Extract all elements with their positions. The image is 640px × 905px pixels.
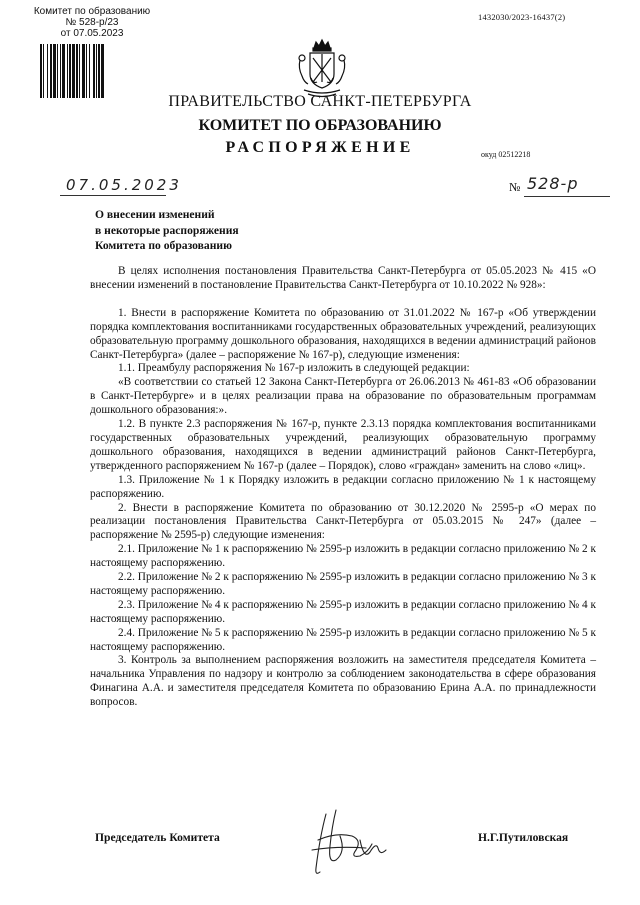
- number-label: №: [509, 180, 521, 194]
- barcode-bar: [93, 44, 95, 98]
- barcode-bar: [67, 44, 68, 98]
- clause-paragraph: 1.1. Преамбулу распоряжения № 167-р изложить в следующей редакции:: [118, 362, 470, 375]
- clause-paragraph: 2.2. Приложение № 2 к распоряжению № 2595-р изложить в редакции согласно приложению № 3 к настоящему распоряжению.: [90, 571, 596, 597]
- document-reference: 1432030/2023-16437(2): [478, 12, 566, 22]
- clause-paragraph: 1.2. В пункте 2.3 распоряжения № 167-р, пункте 2.3.13 порядка комплектования воспитанниками государственных образовательных учреждений, реализующих образовательную программу дошкольного образования, находящихся в ведении администраций районов Санкт-Петербурга, утвержденного распоряжением № 167-р (далее – Порядок), слово «граждан» заменить на слово «лиц».: [90, 418, 596, 472]
- preamble-paragraph: В целях исполнения постановления Правительства Санкт-Петербурга от 05.05.2023 № 415 «О внесении изменений в постановление Правительства Санкт-Петербурга от 10.10.2022 № 928»:: [90, 265, 596, 291]
- stamp-line-org: Комитет по образованию: [33, 6, 151, 17]
- coat-of-arms-emblem: [294, 38, 350, 100]
- barcode-bar: [69, 44, 71, 98]
- document-subject: [95, 207, 239, 254]
- barcode-bar: [89, 44, 90, 98]
- registration-stamp: [32, 6, 152, 39]
- subject-line: О внесении изменений: [95, 208, 215, 221]
- barcode-bar: [57, 44, 58, 98]
- subject-line: в некоторые распоряжения: [95, 223, 239, 237]
- signatory-title: Председатель Комитета: [95, 831, 220, 844]
- barcode: [40, 44, 136, 98]
- handwritten-signature: [306, 806, 396, 884]
- barcode-bar: [101, 44, 104, 98]
- okud-code: окуд 02512218: [481, 150, 531, 159]
- number-underline: [524, 196, 610, 197]
- barcode-bar: [47, 44, 48, 98]
- barcode-bar: [50, 44, 52, 98]
- clause-paragraph: 2.3. Приложение № 4 к распоряжению № 2595-р изложить в редакции согласно приложению № 4 к настоящему распоряжению.: [90, 598, 596, 625]
- date-underline: [60, 195, 166, 196]
- barcode-bar: [96, 44, 97, 98]
- government-heading: ПРАВИТЕЛЬСТВО САНКТ-ПЕТЕРБУРГА: [168, 93, 472, 110]
- barcode-bar: [79, 44, 80, 98]
- clause-paragraph: «В соответствии со статьей 12 Закона Санкт-Петербурга от 26.06.2013 № 461-83 «Об образовании в Санкт-Петербурге» и в целях реализации права на образование по образовательным программам дошкольного образования:».: [90, 376, 596, 417]
- stamp-line-number: № 528-р/23: [65, 17, 119, 28]
- document-type-heading: РАСПОРЯЖЕНИЕ: [225, 139, 415, 156]
- barcode-bar: [76, 44, 78, 98]
- barcode-bar: [72, 44, 75, 98]
- handwritten-date: 07.05.2023: [66, 176, 182, 194]
- clause-paragraph: 2.4. Приложение № 5 к распоряжению № 2595-р изложить в редакции согласно приложению № 5 к настоящему распоряжению.: [90, 626, 596, 653]
- clause-paragraph: 3. Контроль за выполнением распоряжения возложить на заместителя председателя Комитета – начальника Управления по надзору и контролю за соблюдением законодательства в сфере образования Финагина А.А. и заместителя председателя Комитета по образованию Ерина А.А. по принадлежности вопросов.: [90, 654, 596, 709]
- barcode-bar: [62, 44, 65, 98]
- subject-line: Комитета по образованию: [95, 239, 232, 252]
- clause-paragraph: 1.3. Приложение № 1 к Порядку изложить в редакции согласно приложению № 1 к настоящему распоряжению.: [90, 473, 596, 500]
- committee-heading: КОМИТЕТ ПО ОБРАЗОВАНИЮ: [198, 117, 442, 134]
- barcode-bar: [98, 44, 100, 98]
- barcode-bar: [40, 44, 42, 98]
- clause-paragraph: 2.1. Приложение № 1 к распоряжению № 2595-р изложить в редакции согласно приложению № 2 к настоящему распоряжению.: [90, 543, 596, 570]
- barcode-bar: [82, 44, 85, 98]
- stamp-line-date: от 07.05.2023: [60, 28, 124, 39]
- barcode-bar: [60, 44, 61, 98]
- clause-paragraph: 2. Внести в распоряжение Комитета по образованию от 30.12.2020 № 2595-р «О мерах по реализации постановления Правительства Санкт-Петербурга от 05.03.2015 № 247» (далее – распоряжение № 2595-р) следующие изменения:: [90, 501, 596, 542]
- barcode-bar: [43, 44, 44, 98]
- document-body: [90, 265, 596, 710]
- barcode-bar: [86, 44, 87, 98]
- signatory-name: Н.Г.Путиловская: [478, 831, 569, 844]
- barcode-bar: [53, 44, 56, 98]
- clause-paragraph: 1. Внести в распоряжение Комитета по образованию от 31.01.2022 № 167-р «Об утверждении порядка комплектования воспитанниками государственных образовательных учреждений, реализующих образовательную программу дошкольного образования, находящихся в ведении администраций районов Санкт-Петербурга» (далее – распоряжение № 167-р), следующие изменения:: [90, 306, 596, 361]
- handwritten-number: 528-р: [527, 174, 579, 193]
